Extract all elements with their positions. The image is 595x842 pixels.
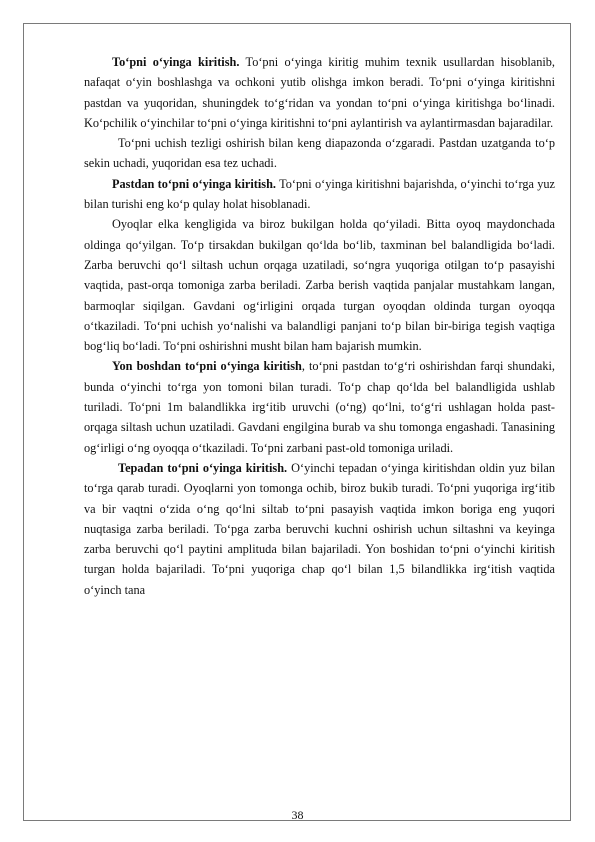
paragraph-underhand-serve bbox=[84, 174, 555, 215]
paragraph-text: To‘pni o‘yinga kiritishni bajarishda, o‘yinchi to‘rga yuz bilan turishi eng ko‘p qulay holat hisoblanadi. bbox=[84, 176, 556, 212]
heading-side-serve: Yon boshdan to‘pni o‘yinga kiritish bbox=[112, 359, 302, 374]
heading-overhand-serve: Tepadan to‘pni o‘yinga kiritish. bbox=[118, 460, 288, 475]
paragraph-serve-intro bbox=[84, 52, 555, 133]
paragraph-ball-speed bbox=[84, 133, 555, 174]
paragraph-side-serve bbox=[84, 356, 555, 457]
heading-serve: To‘pni o‘yinga kiritish. bbox=[112, 55, 240, 69]
paragraph-text: Oyoqlar elka kengligida va biroz bukilgan holda qo‘yiladi. Bitta oyoq maydonchada oldinga qo‘yilgan. To‘p tirsakdan bukilgan qo‘lda bo‘lib, taxminan bel balandligida bo‘ladi. Zarba beruvchi qo‘l siltash uchun orqaga uzatiladi, so‘ngra yuqoriga otilgan to‘p pasayishi vaqtida, past-orqa tomoniga zarba beriladi. Zarba berish vaqtida panjalar mustahkam langan, barmoqlar siqilgan. Gavdani og‘irligini orqada turgan oyoqdan oldinda turgan oyoqqa o‘tkaziladi. To‘pni uchish yo‘nalishi va balandligi panjani to‘p bilan bir-biriga tegish vaqtiga bog‘liq bo‘ladi. To‘pni oshirishni musht bilan ham bajarish mumkin. bbox=[84, 217, 555, 354]
page-number: 38 bbox=[291, 808, 304, 822]
paragraph-text: , to‘pni pastdan to‘g‘ri oshirishdan farqi shundaki, bunda o‘yinchi to‘rga yon tomoni bilan turadi. To‘p chap qo‘lda bel balandligida ushlab turiladi. To‘pni 1m balandlikka irg‘itib uruvchi (o‘ng) qo‘lni, to‘g‘ri ushlagan holda past-orqaga siltash uchun uzatiladi. Gavdani engilgina burab va shu tomonga engashadi. Tanasining og‘irligi o‘ng oyoqqa o‘tkaziladi. To‘pni zarbani past-old tomoniga uriladi. bbox=[84, 359, 555, 455]
paragraph-text: To‘pni uchish tezligi oshirish bilan keng diapazonda o‘zgaradi. Pastdan uzatganda to‘p sekin uchadi, yuqoridan esa tez uchadi. bbox=[84, 136, 555, 171]
document-body bbox=[84, 52, 555, 600]
paragraph-text: To‘pni o‘yinga kiritig muhim texnik usullardan hisoblanib, nafaqat o‘yin boshlashga va ochkoni yutib olishga imkon beradi. To‘pni o‘yinga kiritishni pastdan va yuqoridan, shuningdek to‘g‘ridan va yondan to‘pni o‘yinga kiritishga bo‘linadi. Ko‘pchilik o‘yinchilar to‘pni o‘yinga kiritishni to‘pni aylantirish va aylantirmasdan bajaradilar. bbox=[84, 55, 556, 130]
paragraph-text: O‘yinchi tepadan o‘yinga kiritishdan oldin yuz bilan to‘rga qarab turadi. Oyoqlarni yon tomonga ochib, biroz bukib turadi. To‘pni yuqoriga irg‘itib va bir vaqtni o‘zida o‘ng qo‘lni siltab to‘pni pasayish vaqtida imkon boriga eng yuqori nuqtasiga zarba beriladi. To‘pga zarba beruvchi kuchni oshirish uchun siltashni va keyinga zarba beruvchi qo‘l paytini amplituda bilan bajariladi. Yon boshidan to‘pni o‘yinchi kiritish turgan holda bajariladi. To‘pni yuqoriga chap qo‘l bilan 1,5 bilandlikka irg‘itish vaqtida o‘yinch tana bbox=[84, 460, 555, 597]
paragraph-stance bbox=[84, 214, 555, 356]
paragraph-overhand-serve bbox=[84, 458, 555, 600]
heading-underhand-serve: Pastdan to‘pni o‘yinga kiritish. bbox=[112, 176, 277, 191]
